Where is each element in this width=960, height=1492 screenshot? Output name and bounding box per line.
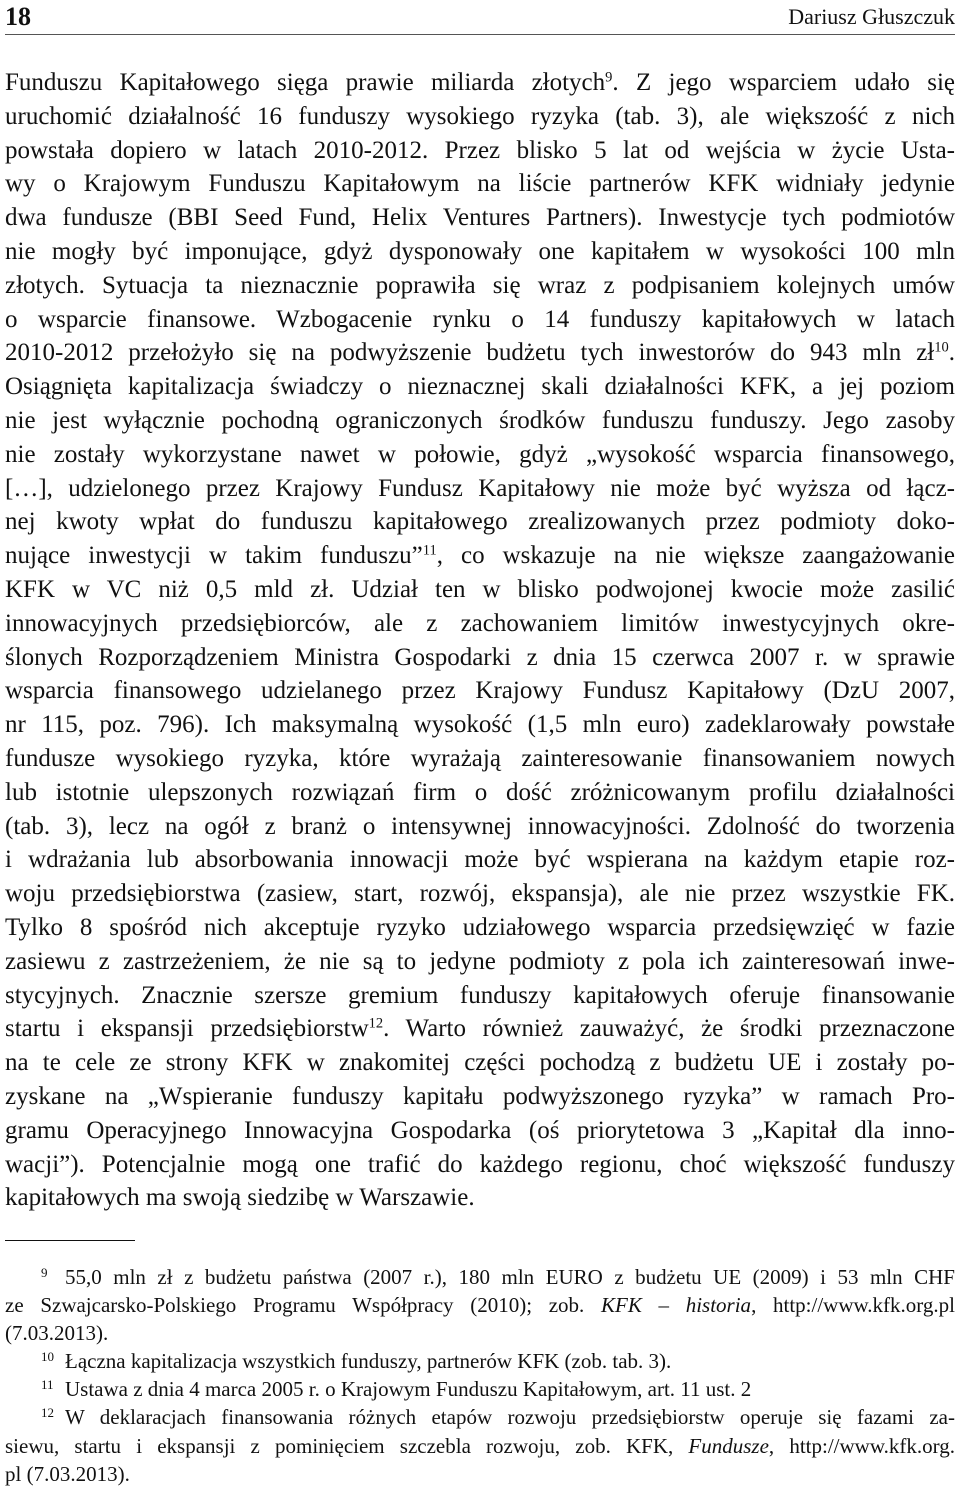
text-segment: nujące inwestycji w takim funduszu” <box>5 542 423 570</box>
running-head-author: Dariusz Głuszczuk <box>788 4 955 29</box>
footnote-line: pl (7.03.2013). <box>5 1461 130 1486</box>
text-line: innowacyjnych przedsiębiorców, ale z zachowaniem limitów inwestycyjnych okre- <box>5 609 955 637</box>
text-line <box>5 539 955 573</box>
text-line <box>5 1012 955 1046</box>
text-line: nej kwoty wpłat do funduszu kapitałowego zrealizowanych przez podmioty doko- <box>5 508 955 536</box>
text-segment: Funduszu Kapitałowego sięga prawie miliarda złotych <box>5 69 606 96</box>
footnote-text: W deklaracjach finansowania różnych etapów rozwoju przedsiębiorstw operuje się fazami za- <box>65 1405 955 1430</box>
footnote-ref-11: 11 <box>422 542 437 559</box>
footnote-10 <box>5 1347 955 1375</box>
text-line: powstała dopiero w latach 2010-2012. Przez blisko 5 lat od wejścia w życie Usta- <box>5 136 955 164</box>
text-line: nie zostały wykorzystane nawet w połowie, gdyż „wysokość wsparcia finansowego, <box>5 440 955 468</box>
text-line: kapitałowych ma swoją siedzibę w Warszawie. <box>5 1184 475 1212</box>
cited-title: Fundusze <box>688 1433 769 1458</box>
text-line: zyskane na „Wspieranie funduszy kapitału podwyższonego ryzyka” w ramach Pro- <box>5 1082 955 1110</box>
text-line: wsparcia finansowego udzielanego przez Krajowy Fundusz Kapitałowy (DzU 2007, <box>5 677 955 705</box>
text-line: ślonych Rozporządzeniem Ministra Gospodarki z dnia 15 czerwca 2007 r. w sprawie <box>5 643 955 671</box>
footnote-text: 55,0 mln zł z budżetu państwa (2007 r.), 180 mln EURO z budżetu UE (2009) i 53 mln CHF <box>65 1265 955 1289</box>
text-line: i wdrażania lub absorbowania innowacji może być wspierana na każdym etapie roz- <box>5 846 955 874</box>
text-line <box>5 336 955 370</box>
text-segment: . Z jego wsparciem udało się <box>612 69 955 96</box>
running-head <box>5 0 955 35</box>
text-line: nie jest wyłącznie pochodną ograniczonych środków funduszu funduszy. Jego zasoby <box>5 406 955 434</box>
text-segment: 2010-2012 przełożyło się na podwyższenie budżetu tych inwestorów do 943 mln zł <box>5 339 935 367</box>
text-segment: . Warto również zauważyć, że środki przeznaczone <box>383 1015 955 1043</box>
text-line: nr 115, poz. 796). Ich maksymalną wysokość (1,5 mln euro) zadeklarowały powstałe <box>5 711 955 739</box>
footnote-line: 12 W deklaracjach finansowania różnych etapów rozwoju przedsiębiorstw operuje się fazami za- <box>41 1405 955 1430</box>
footnote-ref-12: 12 <box>368 1015 384 1032</box>
footnote-text: , http://www.kfk.org. <box>768 1433 955 1458</box>
footnote-line <box>5 1291 955 1319</box>
text-segment: . <box>948 339 955 367</box>
text-line: złotych. Sytuacja ta nieznacznie poprawiła się wraz z podpisaniem kolejnych umów <box>5 271 955 299</box>
text-line: Tylko 8 spośród nich akceptuje ryzyko udziałowego wsparcia przedsięwzięć w fazie <box>5 913 955 941</box>
text-line: o wsparcie finansowe. Wzbogacenie rynku o 14 funduszy kapitałowych w latach <box>5 305 955 333</box>
text-line: uruchomić działalność 16 funduszy wysokiego ryzyka (tab. 3), ale większość z nich <box>5 102 955 130</box>
text-segment: startu i ekspansji przedsiębiorstw <box>5 1015 369 1043</box>
text-line: KFK w VC niż 0,5 mld zł. Udział ten w blisko podwojonej kwocie może zasilić <box>5 575 955 603</box>
footnote-separator <box>5 1240 135 1241</box>
text-line: (tab. 3), lecz na ogół z branż o intensywnej innowacyjności. Zdolność do tworzenia <box>5 812 955 840</box>
text-line: na te cele ze strony KFK w znakomitej części pochodzą z budżetu UE i zostały po- <box>5 1049 955 1077</box>
text-line: fundusze wysokiego ryzyka, które wyrażają zainteresowanie finansowaniem nowych <box>5 744 955 772</box>
footnote-11 <box>5 1375 955 1403</box>
footnote-line: 10 Łączna kapitalizacja wszystkich funduszy, partnerów KFK (zob. tab. 3). <box>41 1349 672 1374</box>
footnote-text: , http://www.kfk.org.pl <box>751 1293 955 1318</box>
text-line: dwa fundusze (BBI Seed Fund, Helix Ventures Partners). Inwestycje tych podmiotów <box>5 204 955 232</box>
footnote-text: Łączna kapitalizacja wszystkich funduszy, partnerów KFK (zob. tab. 3). <box>65 1349 672 1374</box>
cited-title: KFK – historia <box>601 1293 752 1318</box>
text-line: lub istotnie ulepszonych rozwiązań firm o dość zróżnicowanym profilu działalności <box>5 778 955 806</box>
footnote-line <box>5 1432 955 1460</box>
text-line: nie mogły być imponujące, gdyż dysponowały one kapitałem w wysokości 100 mln <box>5 237 955 265</box>
footnotes <box>5 1263 955 1488</box>
text-segment: , co wskazuje na nie większe zaangażowanie <box>436 542 955 570</box>
footnote-9 <box>5 1263 955 1347</box>
text-line: woju przedsiębiorstwa (zasiew, start, rozwój, ekspansja), ale nie przez wszystkie FK. <box>5 880 955 908</box>
footnote-line: 11 Ustawa z dnia 4 marca 2005 r. o Krajowym Funduszu Kapitałowym, art. 11 ust. 2 <box>41 1377 752 1402</box>
footnote-ref-10: 10 <box>934 339 949 356</box>
text-line: gramu Operacyjnego Innowacyjna Gospodarka (oś priorytetowa 3 „Kapitał dla inno- <box>5 1116 955 1144</box>
footnote-text: Ustawa z dnia 4 marca 2005 r. o Krajowym Funduszu Kapitałowym, art. 11 ust. 2 <box>65 1377 752 1402</box>
footnote-line: (7.03.2013). <box>5 1321 109 1346</box>
footnote-text: ze Szwajcarsko-Polskiego Programu Współpracy (2010); zob. <box>5 1293 601 1318</box>
text-line: wacji”). Potencjalnie mogą one trafić do każdego regionu, choć większość funduszy <box>5 1150 955 1178</box>
text-line: wy o Krajowym Funduszu Kapitałowym na liście partnerów KFK widniały jedynie <box>5 170 955 198</box>
text-line <box>5 66 955 100</box>
footnote-12 <box>5 1403 955 1487</box>
text-line: zasiewu z zastrzeżeniem, że nie są to jedyne podmioty z pola ich zainteresowań inwe- <box>5 947 955 975</box>
footnote-text: siewu, startu i ekspansji z pominięciem szczebla rozwoju, zob. KFK, <box>5 1433 689 1458</box>
footnote-line: 9 55,0 mln zł z budżetu państwa (2007 r.), 180 mln EURO z budżetu UE (2009) i 53 mln CHF <box>41 1264 955 1289</box>
page-number: 18 <box>5 2 31 31</box>
text-line: stycyjnych. Znacznie szersze gremium funduszy kapitałowych oferuje finansowanie <box>5 981 955 1009</box>
text-line: Osiągnięta kapitalizacja świadczy o nieznacznej skali działalności KFK, a jej poziom <box>5 373 955 401</box>
text-line: […], udzielonego przez Krajowy Fundusz Kapitałowy nie może być wyższa od łącz- <box>5 474 955 502</box>
body-text <box>5 66 955 1215</box>
footnote-ref-9: 9 <box>605 69 613 86</box>
